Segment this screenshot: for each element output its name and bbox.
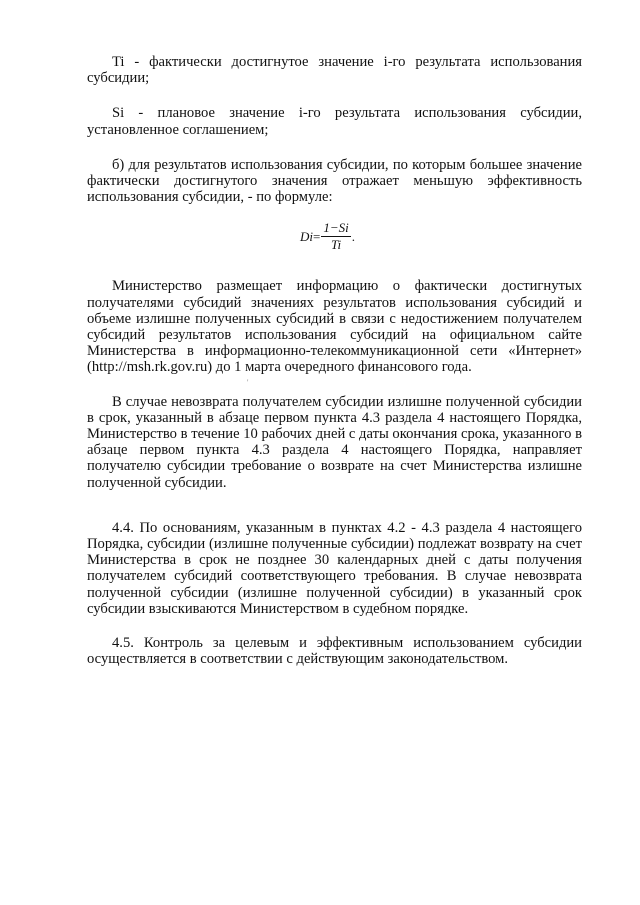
paragraph-section-4-5: 4.5. Контроль за целевым и эффективным использованием субсидии осуществляется в соответствии с действующим законодательством. <box>87 635 582 668</box>
paragraph-section-4-4: 4.4. По основаниям, указанным в пунктах 4.2 - 4.3 раздела 4 настоящего Порядка, субсидии (излишне полученные субсидии) подлежат возврату на счет Министерства в срок не позднее 30 календарных дней с даты получения получателем субсидий соответствующего требования. В случае невозврата полученной субсидии (излишне полученной субсидии) в указанный срок субсидии взыскиваются Министерством в судебном порядке. <box>87 519 582 617</box>
formula-expression <box>300 221 355 252</box>
paragraph-formula-intro: б) для результатов использования субсидии, по которым большее значение фактически достигнутого значения отражает меньшую эффективность использования субсидии, - по формуле: <box>87 156 582 206</box>
paragraph-non-return-case: В случае невозврата получателем субсидии излишне полученной субсидии в срок, указанный в абзаце первом пункта 4.3 раздела 4 настоящего Порядка, Министерство в течение 10 рабочих дней с даты окончания срока, указанного в абзаце первом пункта 4.3 раздела 4 настоящего Порядка, направляет получателю субсидии требование о возврате на счет Министерства излишне полученной субсидии. <box>87 393 582 491</box>
formula-numerator: 1−Si <box>323 220 349 236</box>
document-body <box>87 54 582 667</box>
formula-equals: = <box>313 228 321 244</box>
formula-denominator: Ti <box>330 237 342 253</box>
formula-fraction <box>321 221 350 252</box>
paragraph-si-definition: Si - плановое значение i-го результата использования субсидии, установленное соглашением; <box>87 105 582 138</box>
scan-speck: ' <box>247 378 249 387</box>
paragraph-information-publication: Министерство размещает информацию о фактически достигнутых получателями субсидий значениях результатов использования субсидий и объеме излишне полученных субсидий в связи с недостижением получателем субсидий результатов использования субсидий на официальном сайте Министерства в информационно-телекоммуникационной сети «Интернет» (http://msh.rk.gov.ru) до 1 марта очередного финансового года. <box>87 278 582 376</box>
formula <box>87 205 582 267</box>
formula-lhs: Di <box>300 228 313 244</box>
formula-trailing-dot: . <box>351 228 355 244</box>
paragraph-ti-definition: Ti - фактически достигнутое значение i-го результата использования субсидии; <box>87 54 582 87</box>
